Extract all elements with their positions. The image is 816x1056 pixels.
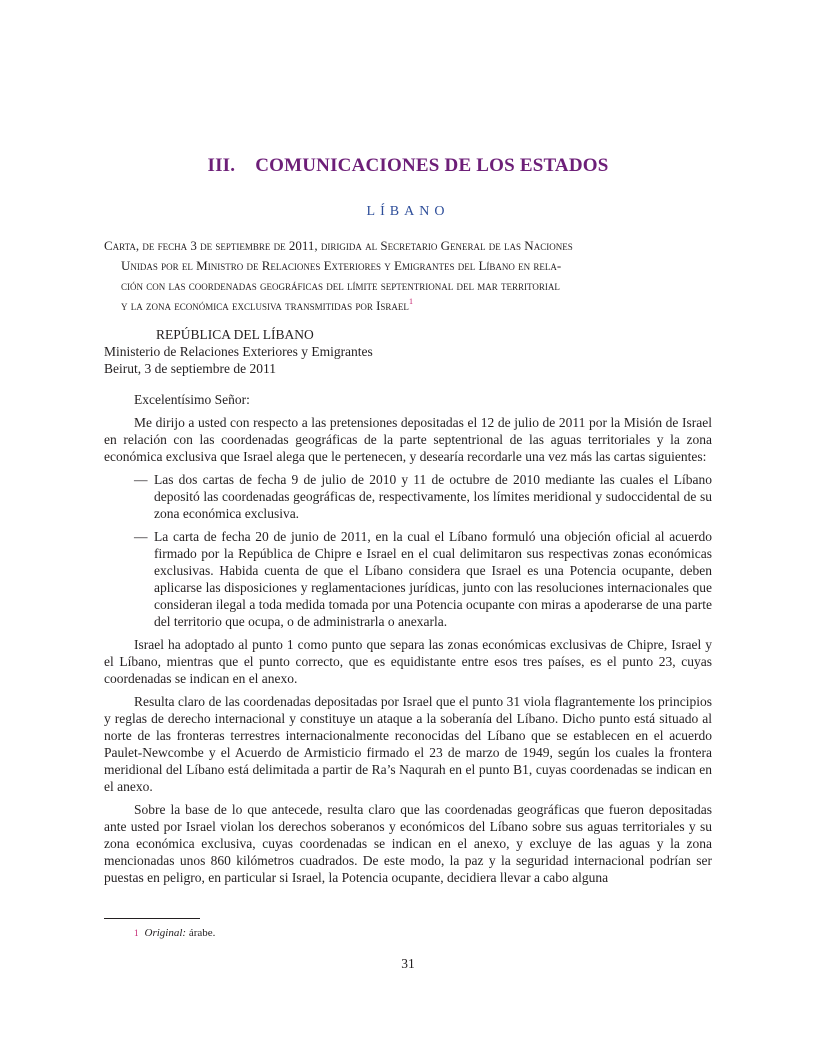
letter-title-line: Carta, de fecha 3 de septiembre de 2011, dirigida al Secretario General de las Naciones [104, 238, 573, 253]
page-number: 31 [401, 956, 415, 971]
footnote-text: árabe. [188, 927, 216, 939]
letter-title-line: y la zona económica exclusiva transmitidas por Israel [121, 298, 409, 313]
letter-body [104, 391, 712, 892]
dash-item [134, 471, 712, 522]
letter-title [104, 236, 712, 316]
paragraph: Sobre la base de lo que antecede, resulta claro que las coordenadas geográficas que fueron depositadas ante usted por Israel violan los derechos soberanos y económicos del Líbano sobre sus aguas territoriales y su zona económica exclusiva, cuyas coordenadas se indican en el anexo, y excluye de las aguas y la zona mencionadas unos 860 kilómetros cuadrados. De este modo, la paz y la seguridad internacional podrían ser puestas en peligro, en particular si Israel, la Potencia ocupante, decidiera llevar a cabo alguna [104, 802, 712, 885]
dash-marker: — [134, 529, 148, 544]
section-number: III. [207, 155, 236, 176]
dash-item [134, 528, 712, 630]
footnote-label: Original: [144, 927, 187, 939]
letter-header [104, 326, 712, 377]
footnote-reference: 1 [408, 297, 413, 306]
ministry-name: Ministerio de Relaciones Exteriores y Emigrantes [104, 344, 373, 359]
letter-title-line: ción con las coordenadas geográficas del límite septentrional del mar territorial [121, 278, 560, 293]
paragraph: Resulta claro de las coordenadas depositadas por Israel que el punto 31 viola flagrantemente los principios y reglas de derecho internacional y constituye un ataque a la soberanía del Líbano. Dicho punto está situado al norte de las fronteras terrestres internacionalmente reconocidas del Líbano que se establecen en el acuerdo Paulet-Newcombe y el Acuerdo de Armisticio firmado el 23 de marzo de 1949, según los cuales la frontera meridional del Líbano está delimitada a partir de Ra’s Naqurah en el punto B1, cuyas coordenadas se indican en el anexo. [104, 694, 712, 794]
paragraph: Israel ha adoptado al punto 1 como punto que separa las zonas económicas exclusivas de Chipre, Israel y el Líbano, mientras que el punto correcto, que es equidistante entre esos tres países, es el punto 23, cuyas coordenadas se indican en el anexo. [104, 637, 712, 686]
letter-title-line: Unidas por el Ministro de Relaciones Exteriores y Emigrantes del Líbano en rela- [121, 258, 562, 273]
section-heading [0, 155, 816, 177]
footnote-divider [104, 918, 200, 919]
republic-name: REPÚBLICA DEL LÍBANO [156, 327, 314, 342]
country-heading: LÍBANO [366, 204, 450, 219]
footnote-mark: 1 [134, 928, 139, 938]
salutation: Excelentísimo Señor: [134, 392, 250, 407]
paragraph: Me dirijo a usted con respecto a las pretensiones depositadas el 12 de julio de 2011 por la Misión de Israel en relación con las coordenadas geográficas de la parte septentrional de las aguas territoriales y la zona económica exclusiva que Israel alega que le pertenecen, y desearía recordarle una vez más las cartas siguientes: [104, 415, 712, 464]
dash-item-text: La carta de fecha 20 de junio de 2011, en la cual el Líbano formuló una objeción oficial al acuerdo firmado por la República de Chipre e Israel en el cual delimitaron sus respectivas zonas económicas exclusivas. Habida cuenta de que el Líbano considera que Israel es una Potencia ocupante, deben aplicarse las disposiciones y reglamentaciones jurídicas, junto con las resoluciones internacionales que consideran ilegal a toda medida tomada por una Potencia ocupante con miras a apoderarse de una parte del territorio que ocupa, o de administrarla o anexarla. [154, 529, 712, 629]
place-date: Beirut, 3 de septiembre de 2011 [104, 361, 276, 376]
dash-marker: — [134, 472, 148, 487]
footnote [134, 927, 215, 939]
dash-item-text: Las dos cartas de fecha 9 de julio de 2010 y 11 de octubre de 2010 mediante las cuales el Líbano depositó las coordenadas geográficas de, respectivamente, los límites meridional y sudoccidental de su zona económica exclusiva. [154, 472, 712, 521]
section-title-text: COMUNICACIONES DE LOS ESTADOS [255, 155, 609, 176]
